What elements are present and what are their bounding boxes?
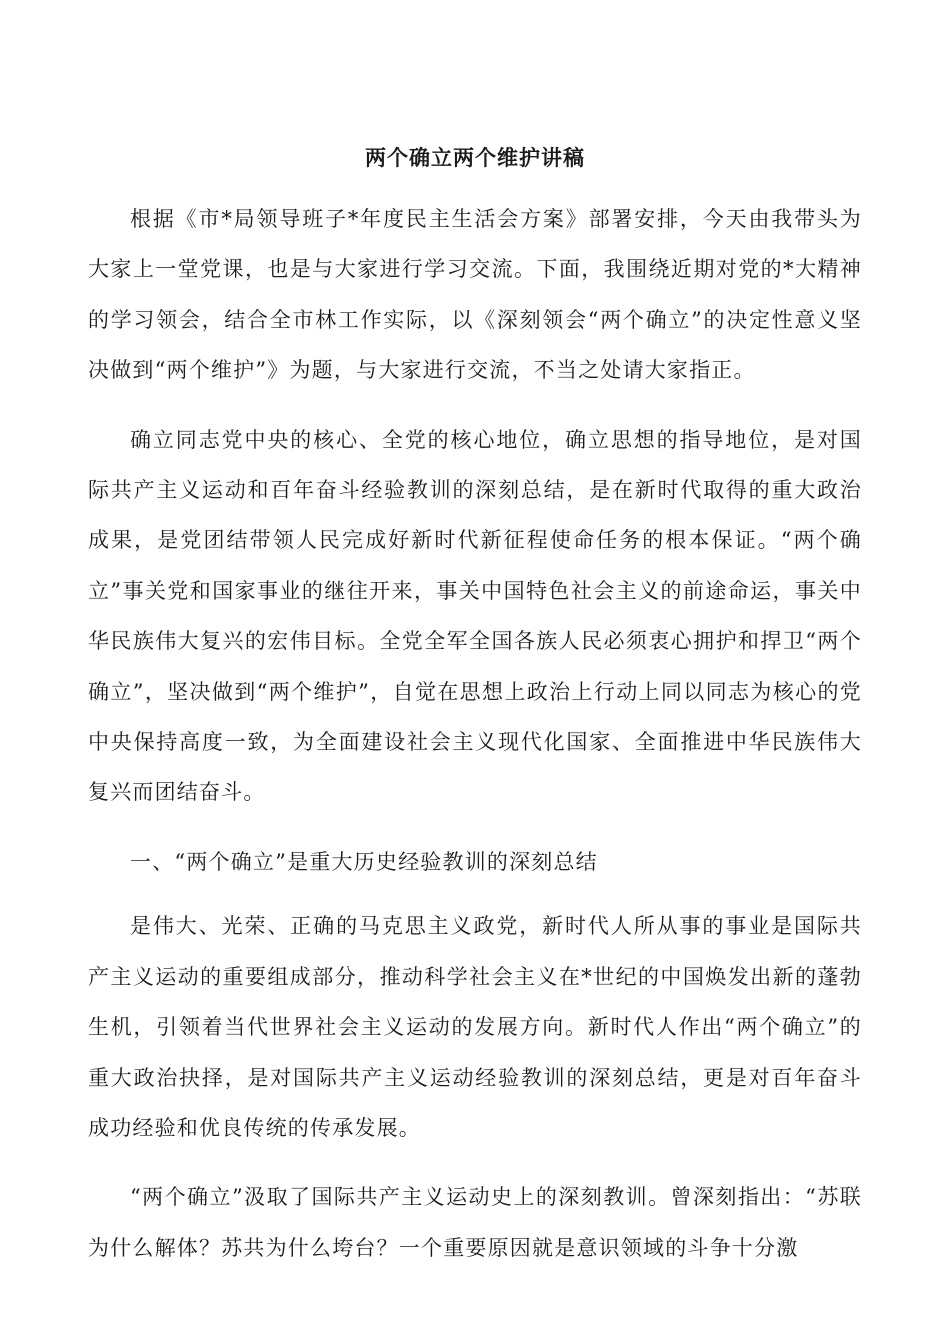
paragraph-lessons: “两个确立”汲取了国际共产主义运动史上的深刻教训。曾深刻指出：“苏联为什么解体？苏共为什么垮台？一个重要原因就是意识领域的斗争十分激 [88,1185,862,1260]
document-body [88,194,862,1292]
paragraph-significance: 确立同志党中央的核心、全党的核心地位，确立思想的指导地位，是对国际共产主义运动和百年奋斗经验教训的深刻总结，是在新时代取得的重大政治成果，是党团结带领人民完成好新时代新征程使命任务的根本保证。“两个确立”事关党和国家事业的继往开来，事关中国特色社会主义的前途命运，事关中华民族伟大复兴的宏伟目标。全党全军全国各族人民必须衷心拥护和捍卫“两个确立”，坚决做到“两个维护”，自觉在思想上政治上行动上同以同志为核心的党中央保持高度一致，为全面建设社会主义现代化国家、全面推进中华民族伟大复兴而团结奋斗。 [88,427,862,805]
paragraph-section-1: 是伟大、光荣、正确的马克思主义政党，新时代人所从事的事业是国际共产主义运动的重要组成部分，推动科学社会主义在*世纪的中国焕发出新的蓬勃生机，引领着当代世界社会主义运动的发展方向。新时代人作出“两个确立”的重大政治抉择，是对国际共产主义运动经验教训的深刻总结，更是对百年奋斗成功经验和优良传统的传承发展。 [88,914,862,1140]
document-title: 两个确立两个维护讲稿 [365,145,585,170]
paragraph-intro: 根据《市*局领导班子*年度民主生活会方案》部署安排，今天由我带头为大家上一堂党课，也是与大家进行学习交流。下面，我围绕近期对党的*大精神的学习领会，结合全市林工作实际，以《深刻领会“两个确立”的决定性意义坚决做到“两个维护”》为题，与大家进行交流，不当之处请大家指正。 [88,207,862,383]
section-heading-1: 一、“两个确立”是重大历史经验教训的深刻总结 [130,849,598,874]
